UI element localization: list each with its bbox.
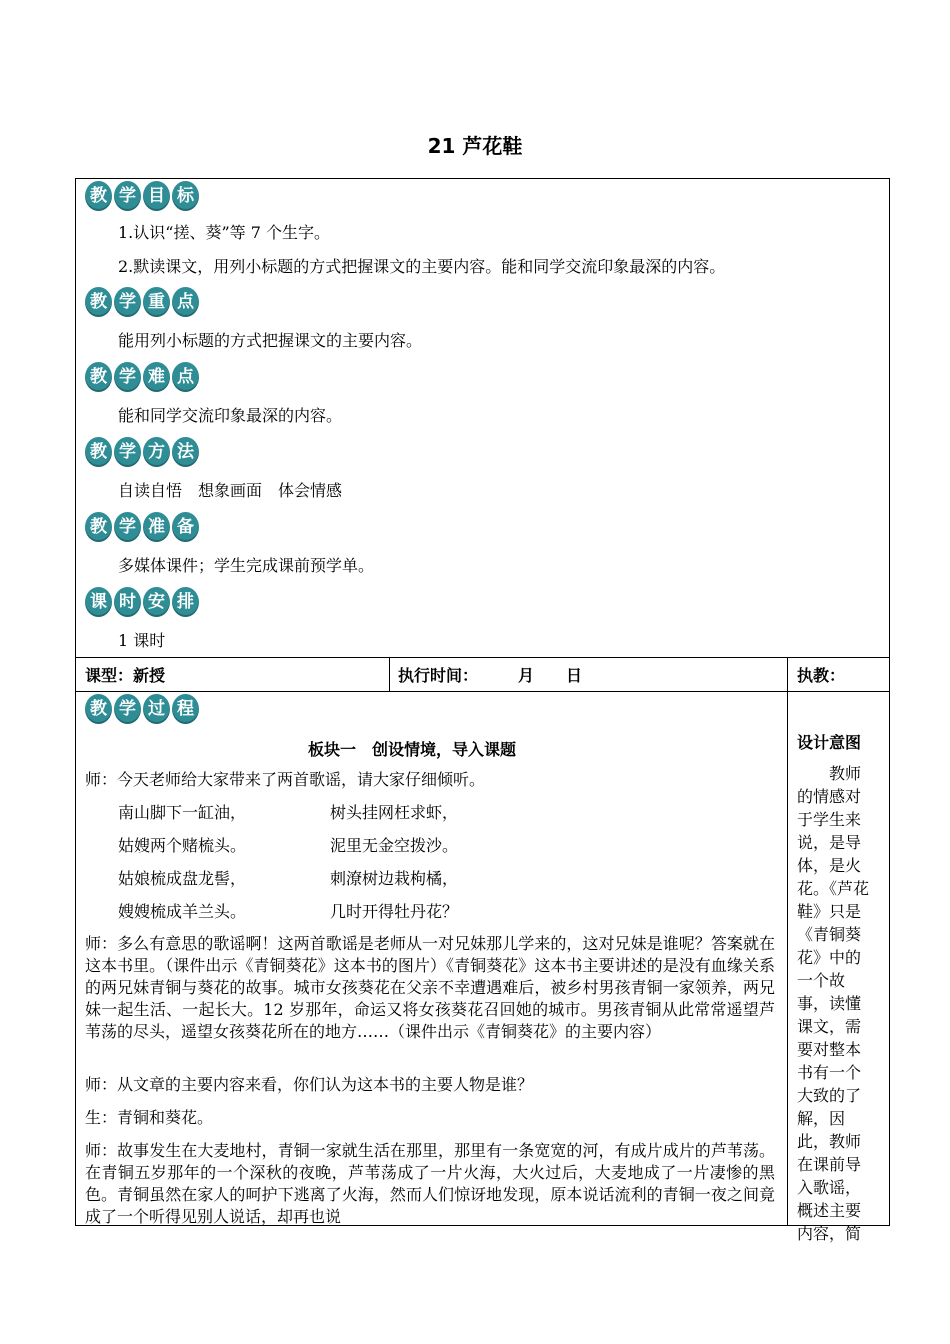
difficulty-badge xyxy=(85,362,201,394)
row-divider xyxy=(75,657,890,658)
badge-char: 教 xyxy=(85,362,112,392)
poem-line: 泥里无金空拨沙。 xyxy=(330,836,459,855)
section-title: 板块一 创设情境，导入课题 xyxy=(308,740,517,759)
badge-char: 准 xyxy=(143,512,170,542)
badge-char: 难 xyxy=(143,362,170,392)
badge-char: 目 xyxy=(143,181,170,211)
sidebar-text: 教师的情感对于学生来说，是导体，是火花。《芦花鞋》只是《青铜葵花》中的一个故事，读懂课文，需要对整本书有一个大致的了解，因此，教师在课前导入歌谣，概述主要内容，简 xyxy=(797,764,870,1243)
badge-char: 教 xyxy=(85,287,112,317)
poem-line: 姑娘梳成盘龙髻， xyxy=(118,869,247,888)
lesson-type: 课型：新授 xyxy=(85,666,166,685)
col-divider xyxy=(787,657,788,1226)
paragraph: 师：多么有意思的歌谣啊！这两首歌谣是老师从一对兄妹那儿学来的，这对兄妹是谁呢？答案就在这本书里。（课件出示《青铜葵花》这本书的图片）《青铜葵花》这本书主要讲述的是没有血缘关系的两兄妹青铜与葵花的故事。城市女孩葵花在父亲不幸遭遇难后，被乡村男孩青铜一家领养，两兄妹一起生活、一起长大。12 岁那年，命运又将女孩葵花召回她的城市。男孩青铜从此常常遥望芦苇荡的尽头，遥望女孩葵花所在的地方……（课件出示《青铜葵花》的主要内容） xyxy=(85,934,775,1041)
poem-line: 姑嫂两个赌梳头。 xyxy=(118,836,247,855)
badge-char: 法 xyxy=(172,437,199,467)
sidebar-title: 设计意图 xyxy=(797,733,862,752)
badge-char: 标 xyxy=(172,181,199,211)
badge-char: 学 xyxy=(114,437,141,467)
badge-char: 安 xyxy=(143,587,170,617)
poem-line: 几时开得牡丹花？ xyxy=(330,902,459,921)
badge-char: 程 xyxy=(172,694,199,724)
goal-item: 1.认识“搓、葵”等 7 个生字。 xyxy=(118,223,330,242)
badge-char: 点 xyxy=(172,362,199,392)
badge-char: 教 xyxy=(85,512,112,542)
difficulty-text: 能和同学交流印象最深的内容。 xyxy=(118,406,343,425)
goals-badge xyxy=(85,181,201,213)
preparation-badge xyxy=(85,512,201,544)
poem-line: 树头挂网枉求虾， xyxy=(330,803,459,822)
badge-char: 重 xyxy=(143,287,170,317)
badge-char: 学 xyxy=(114,694,141,724)
focus-text: 能用列小标题的方式把握课文的主要内容。 xyxy=(118,331,423,350)
intro-text: 师：今天老师给大家带来了两首歌谣，请大家仔细倾听。 xyxy=(85,770,486,789)
paragraph: 生：青铜和葵花。 xyxy=(85,1108,214,1127)
goal-item: 2.默读课文，用列小标题的方式把握课文的主要内容。能和同学交流印象最深的内容。 xyxy=(118,257,726,276)
badge-char: 过 xyxy=(143,694,170,724)
badge-char: 学 xyxy=(114,362,141,392)
badge-char: 课 xyxy=(85,587,112,617)
paragraph: 师：故事发生在大麦地村，青铜一家就生活在那里，那里有一条宽宽的河，有成片成片的芦苇荡。在青铜五岁那年的一个深秋的夜晚，芦苇荡成了一片火海，大火过后，大麦地成了一片凄惨的黑色。青铜虽然在家人的呵护下逃离了火海，然而人们惊讶地发现，原本说话流利的青铜一夜之间竟成了一个听得见别人说话，却再也说 xyxy=(85,1141,775,1226)
schedule-text: 1 课时 xyxy=(118,631,166,650)
schedule-badge xyxy=(85,587,201,619)
badge-char: 排 xyxy=(172,587,199,617)
badge-char: 学 xyxy=(114,512,141,542)
badge-char: 点 xyxy=(172,287,199,317)
page-title: 21 芦花鞋 xyxy=(427,134,523,158)
poem-line: 南山脚下一缸油， xyxy=(118,803,247,822)
teacher-label: 执教： xyxy=(797,666,846,685)
badge-char: 学 xyxy=(114,181,141,211)
badge-char: 教 xyxy=(85,437,112,467)
badge-char: 教 xyxy=(85,181,112,211)
badge-char: 方 xyxy=(143,437,170,467)
badge-char: 教 xyxy=(85,694,112,724)
poem-line: 嫂嫂梳成羊兰头。 xyxy=(118,902,247,921)
badge-char: 学 xyxy=(114,287,141,317)
badge-char: 时 xyxy=(114,587,141,617)
preparation-text: 多媒体课件；学生完成课前预学单。 xyxy=(118,556,375,575)
execution-time: 执行时间： 月 日 xyxy=(398,666,583,685)
methods-text: 自读自悟 想象画面 体会情感 xyxy=(118,481,343,500)
badge-char: 备 xyxy=(172,512,199,542)
methods-badge xyxy=(85,437,201,469)
row-divider xyxy=(75,691,890,692)
paragraph: 师：从文章的主要内容来看，你们认为这本书的主要人物是谁？ xyxy=(85,1075,534,1094)
focus-badge xyxy=(85,287,201,319)
poem-line: 刺潦树边栽枸橘， xyxy=(330,869,459,888)
col-divider xyxy=(389,657,390,691)
process-badge xyxy=(85,694,201,726)
